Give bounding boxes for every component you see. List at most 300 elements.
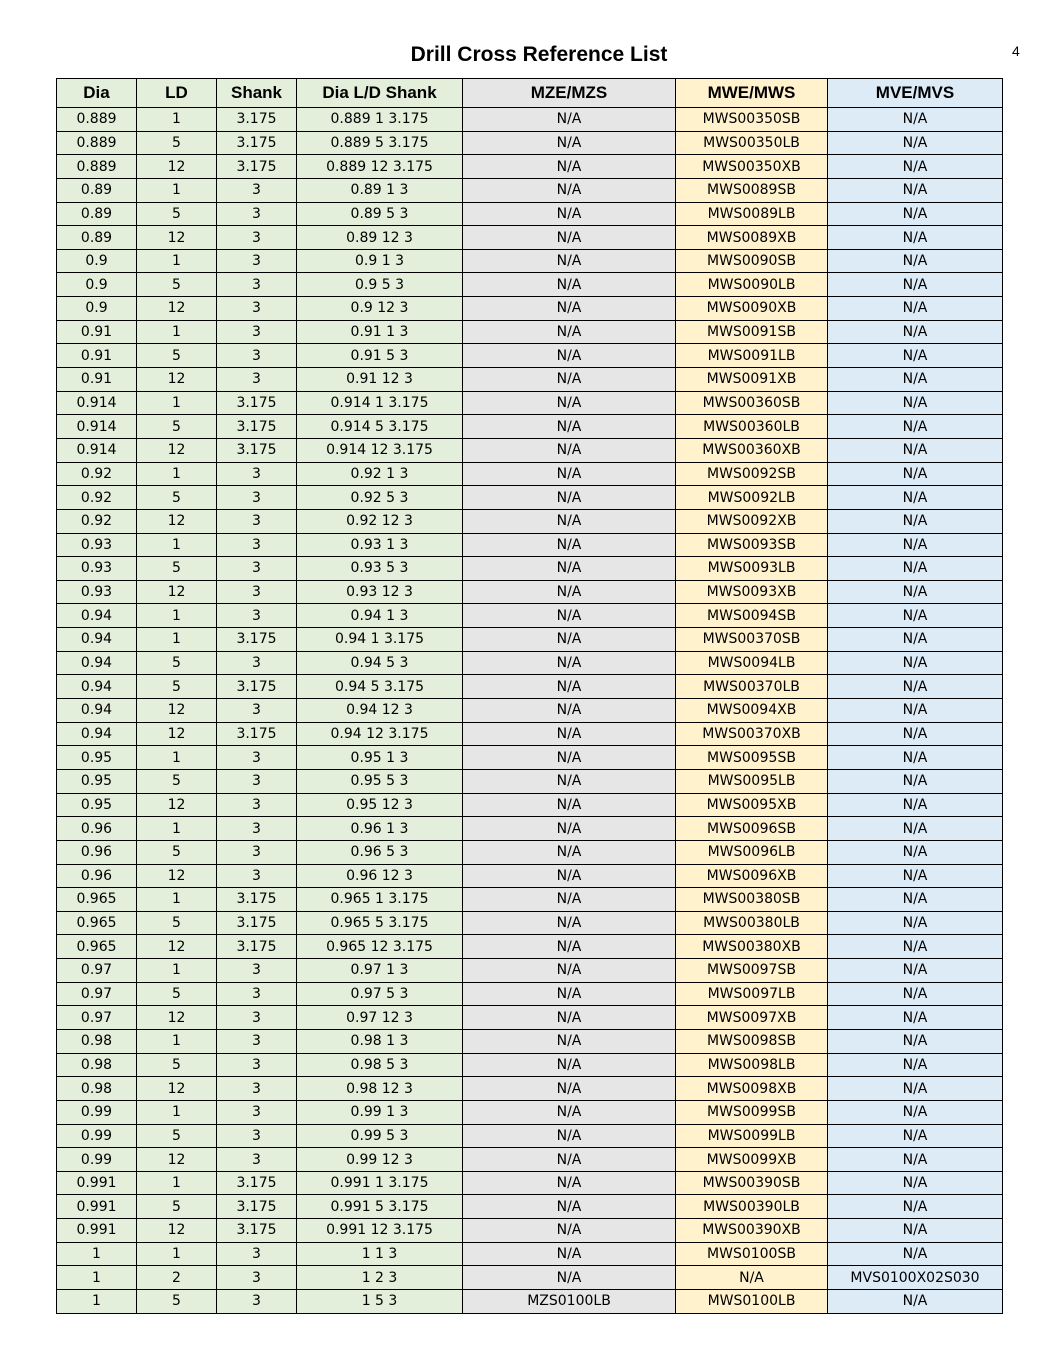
page-number: 4 <box>1012 43 1020 59</box>
cell-shank: 3.175 <box>217 1219 297 1243</box>
cell-shank: 3 <box>217 699 297 723</box>
cell-dia-ld-shank: 0.914 5 3.175 <box>297 415 463 439</box>
cell-mze-mzs: N/A <box>463 840 676 864</box>
cell-mve-mvs: N/A <box>828 1171 1003 1195</box>
cell-mwe-mws: MWS0100SB <box>676 1242 828 1266</box>
cell-mve-mvs: N/A <box>828 1077 1003 1101</box>
cell-shank: 3 <box>217 1148 297 1172</box>
cell-dia-ld-shank: 0.93 12 3 <box>297 580 463 604</box>
table-row <box>57 580 1003 604</box>
cell-mve-mvs: N/A <box>828 368 1003 392</box>
cell-mve-mvs: N/A <box>828 628 1003 652</box>
cell-dia: 0.94 <box>57 651 137 675</box>
cell-shank: 3.175 <box>217 935 297 959</box>
cell-dia-ld-shank: 0.94 1 3.175 <box>297 628 463 652</box>
table-row <box>57 982 1003 1006</box>
cell-mve-mvs: N/A <box>828 297 1003 321</box>
cell-mve-mvs: N/A <box>828 959 1003 983</box>
cell-dia-ld-shank: 0.89 5 3 <box>297 202 463 226</box>
cell-ld: 1 <box>137 746 217 770</box>
cell-dia: 0.93 <box>57 557 137 581</box>
table-row <box>57 888 1003 912</box>
cell-mze-mzs: N/A <box>463 1029 676 1053</box>
cross-reference-table <box>56 78 1003 1314</box>
cell-mwe-mws: MWS00380LB <box>676 911 828 935</box>
cell-dia: 0.97 <box>57 982 137 1006</box>
cell-ld: 12 <box>137 580 217 604</box>
cell-mwe-mws: MWS0093SB <box>676 533 828 557</box>
cell-dia: 0.97 <box>57 959 137 983</box>
cell-ld: 5 <box>137 1195 217 1219</box>
header-ld: LD <box>137 79 217 108</box>
cell-mze-mzs: N/A <box>463 438 676 462</box>
cell-mwe-mws: MWS0093LB <box>676 557 828 581</box>
cell-shank: 3 <box>217 1077 297 1101</box>
cell-dia: 0.89 <box>57 226 137 250</box>
cell-mwe-mws: MWS0091LB <box>676 344 828 368</box>
cell-mze-mzs: N/A <box>463 344 676 368</box>
cell-mze-mzs: N/A <box>463 864 676 888</box>
cell-shank: 3 <box>217 793 297 817</box>
cell-mve-mvs: N/A <box>828 344 1003 368</box>
cell-mwe-mws: MWS0099SB <box>676 1100 828 1124</box>
cell-dia-ld-shank: 0.94 12 3.175 <box>297 722 463 746</box>
cell-mve-mvs: N/A <box>828 438 1003 462</box>
table-row <box>57 131 1003 155</box>
table-row <box>57 911 1003 935</box>
cell-mze-mzs: N/A <box>463 1195 676 1219</box>
cell-mwe-mws: MWS0095SB <box>676 746 828 770</box>
cell-dia: 0.991 <box>57 1219 137 1243</box>
cell-shank: 3.175 <box>217 438 297 462</box>
cell-mwe-mws: MWS0089SB <box>676 178 828 202</box>
cell-dia: 0.99 <box>57 1100 137 1124</box>
cell-dia: 0.98 <box>57 1077 137 1101</box>
table-row <box>57 864 1003 888</box>
cell-mze-mzs: N/A <box>463 888 676 912</box>
cell-dia: 0.965 <box>57 935 137 959</box>
cell-ld: 1 <box>137 817 217 841</box>
table-row <box>57 675 1003 699</box>
cell-mve-mvs: N/A <box>828 793 1003 817</box>
cell-mze-mzs: N/A <box>463 557 676 581</box>
cell-mve-mvs: N/A <box>828 1219 1003 1243</box>
cell-dia: 0.991 <box>57 1195 137 1219</box>
cell-mze-mzs: N/A <box>463 1171 676 1195</box>
cell-mve-mvs: N/A <box>828 911 1003 935</box>
cell-ld: 5 <box>137 557 217 581</box>
cell-shank: 3 <box>217 604 297 628</box>
cell-mze-mzs: N/A <box>463 320 676 344</box>
cell-dia: 1 <box>57 1266 137 1290</box>
cell-ld: 12 <box>137 935 217 959</box>
cell-ld: 1 <box>137 320 217 344</box>
cell-mve-mvs: N/A <box>828 1148 1003 1172</box>
cell-mwe-mws: MWS0090SB <box>676 249 828 273</box>
cell-mze-mzs: N/A <box>463 793 676 817</box>
cell-dia-ld-shank: 0.99 5 3 <box>297 1124 463 1148</box>
cell-ld: 5 <box>137 911 217 935</box>
header-dia: Dia <box>57 79 137 108</box>
cell-shank: 3.175 <box>217 1195 297 1219</box>
cell-mve-mvs: N/A <box>828 604 1003 628</box>
table-row <box>57 226 1003 250</box>
header-row <box>57 79 1003 108</box>
cell-shank: 3 <box>217 202 297 226</box>
cell-mze-mzs: N/A <box>463 1053 676 1077</box>
cell-shank: 3 <box>217 226 297 250</box>
cell-mwe-mws: MWS0089LB <box>676 202 828 226</box>
cell-shank: 3 <box>217 557 297 581</box>
cell-shank: 3.175 <box>217 628 297 652</box>
cell-mve-mvs: N/A <box>828 722 1003 746</box>
cell-mve-mvs: N/A <box>828 1100 1003 1124</box>
table-row <box>57 178 1003 202</box>
table-row <box>57 722 1003 746</box>
cell-shank: 3 <box>217 580 297 604</box>
cell-mze-mzs: N/A <box>463 533 676 557</box>
cell-mze-mzs: N/A <box>463 462 676 486</box>
cell-mwe-mws: MWS0094LB <box>676 651 828 675</box>
cell-shank: 3.175 <box>217 675 297 699</box>
cell-dia-ld-shank: 0.92 12 3 <box>297 509 463 533</box>
cell-ld: 12 <box>137 1006 217 1030</box>
cell-mze-mzs: N/A <box>463 368 676 392</box>
cell-dia-ld-shank: 0.96 1 3 <box>297 817 463 841</box>
cell-dia: 0.91 <box>57 368 137 392</box>
cell-shank: 3 <box>217 320 297 344</box>
cell-mve-mvs: N/A <box>828 557 1003 581</box>
cell-dia: 0.94 <box>57 675 137 699</box>
header-mwe-mws: MWE/MWS <box>676 79 828 108</box>
cell-mve-mvs: N/A <box>828 580 1003 604</box>
cell-mze-mzs: N/A <box>463 131 676 155</box>
cell-ld: 1 <box>137 1029 217 1053</box>
cell-mwe-mws: MWS0094XB <box>676 699 828 723</box>
cell-mze-mzs: N/A <box>463 297 676 321</box>
cell-shank: 3 <box>217 1124 297 1148</box>
cell-dia-ld-shank: 0.94 5 3 <box>297 651 463 675</box>
cell-mze-mzs: N/A <box>463 982 676 1006</box>
cell-dia: 1 <box>57 1290 137 1314</box>
table-row <box>57 1242 1003 1266</box>
cell-mve-mvs: N/A <box>828 155 1003 179</box>
cell-dia: 0.94 <box>57 628 137 652</box>
cell-mve-mvs: N/A <box>828 320 1003 344</box>
cell-dia: 0.95 <box>57 769 137 793</box>
cell-mwe-mws: N/A <box>676 1266 828 1290</box>
cell-dia-ld-shank: 0.95 1 3 <box>297 746 463 770</box>
cell-mze-mzs: N/A <box>463 1006 676 1030</box>
table-row <box>57 817 1003 841</box>
cell-dia: 0.99 <box>57 1124 137 1148</box>
cell-ld: 12 <box>137 793 217 817</box>
cell-shank: 3 <box>217 1006 297 1030</box>
cell-mze-mzs: N/A <box>463 1242 676 1266</box>
cell-ld: 1 <box>137 391 217 415</box>
cell-ld: 1 <box>137 604 217 628</box>
table-row <box>57 1290 1003 1314</box>
table-row <box>57 1077 1003 1101</box>
cell-shank: 3.175 <box>217 108 297 132</box>
cell-dia-ld-shank: 0.93 1 3 <box>297 533 463 557</box>
cell-dia-ld-shank: 0.93 5 3 <box>297 557 463 581</box>
cell-shank: 3.175 <box>217 722 297 746</box>
cell-dia: 0.94 <box>57 604 137 628</box>
cell-mze-mzs: N/A <box>463 108 676 132</box>
table-row <box>57 1171 1003 1195</box>
cell-ld: 5 <box>137 982 217 1006</box>
cell-mve-mvs: N/A <box>828 509 1003 533</box>
table-row <box>57 651 1003 675</box>
cell-mve-mvs: N/A <box>828 486 1003 510</box>
cell-mve-mvs: N/A <box>828 1006 1003 1030</box>
table-row <box>57 1195 1003 1219</box>
cell-mwe-mws: MWS0095LB <box>676 769 828 793</box>
cell-mwe-mws: MWS00360LB <box>676 415 828 439</box>
header-dia-ld-shank: Dia L/D Shank <box>297 79 463 108</box>
cell-mve-mvs: MVS0100X02S030 <box>828 1266 1003 1290</box>
cell-mze-mzs: N/A <box>463 1148 676 1172</box>
cell-mve-mvs: N/A <box>828 1053 1003 1077</box>
table-row <box>57 533 1003 557</box>
cell-ld: 1 <box>137 533 217 557</box>
cell-dia: 0.914 <box>57 438 137 462</box>
cell-dia: 0.98 <box>57 1029 137 1053</box>
cell-ld: 5 <box>137 1053 217 1077</box>
cell-shank: 3 <box>217 533 297 557</box>
cell-mve-mvs: N/A <box>828 651 1003 675</box>
cell-mze-mzs: N/A <box>463 580 676 604</box>
cell-mve-mvs: N/A <box>828 108 1003 132</box>
cell-ld: 12 <box>137 864 217 888</box>
cell-shank: 3 <box>217 651 297 675</box>
cell-mve-mvs: N/A <box>828 982 1003 1006</box>
cell-mwe-mws: MWS0096XB <box>676 864 828 888</box>
cell-dia: 0.92 <box>57 509 137 533</box>
cell-ld: 5 <box>137 1290 217 1314</box>
cell-mve-mvs: N/A <box>828 1290 1003 1314</box>
cell-mwe-mws: MWS00380SB <box>676 888 828 912</box>
table-row <box>57 320 1003 344</box>
cell-dia-ld-shank: 0.965 1 3.175 <box>297 888 463 912</box>
cell-ld: 1 <box>137 462 217 486</box>
cell-mve-mvs: N/A <box>828 415 1003 439</box>
cell-shank: 3 <box>217 178 297 202</box>
cell-dia: 0.9 <box>57 249 137 273</box>
table-row <box>57 391 1003 415</box>
cell-dia: 0.96 <box>57 840 137 864</box>
cell-mze-mzs: N/A <box>463 699 676 723</box>
cell-shank: 3 <box>217 486 297 510</box>
cell-mze-mzs: MZS0100LB <box>463 1290 676 1314</box>
cell-dia-ld-shank: 0.889 1 3.175 <box>297 108 463 132</box>
cell-mve-mvs: N/A <box>828 935 1003 959</box>
cell-mve-mvs: N/A <box>828 888 1003 912</box>
table-row <box>57 1219 1003 1243</box>
cell-shank: 3 <box>217 509 297 533</box>
cell-mwe-mws: MWS0096SB <box>676 817 828 841</box>
cell-mze-mzs: N/A <box>463 178 676 202</box>
cell-dia: 0.89 <box>57 202 137 226</box>
cell-dia-ld-shank: 0.889 12 3.175 <box>297 155 463 179</box>
table-row <box>57 486 1003 510</box>
cell-dia-ld-shank: 0.94 5 3.175 <box>297 675 463 699</box>
cell-mze-mzs: N/A <box>463 604 676 628</box>
cell-ld: 1 <box>137 1242 217 1266</box>
table-row <box>57 1053 1003 1077</box>
cell-mze-mzs: N/A <box>463 415 676 439</box>
table-row <box>57 415 1003 439</box>
cell-shank: 3.175 <box>217 1171 297 1195</box>
cell-dia: 0.96 <box>57 817 137 841</box>
table-row <box>57 1266 1003 1290</box>
cell-dia-ld-shank: 0.96 5 3 <box>297 840 463 864</box>
header-shank: Shank <box>217 79 297 108</box>
cell-dia: 0.889 <box>57 108 137 132</box>
cell-dia-ld-shank: 0.95 5 3 <box>297 769 463 793</box>
cell-mve-mvs: N/A <box>828 533 1003 557</box>
cell-mve-mvs: N/A <box>828 131 1003 155</box>
table-row <box>57 769 1003 793</box>
cell-dia: 0.991 <box>57 1171 137 1195</box>
cell-shank: 3 <box>217 1029 297 1053</box>
cell-ld: 5 <box>137 415 217 439</box>
cell-shank: 3 <box>217 297 297 321</box>
cell-ld: 12 <box>137 722 217 746</box>
cell-ld: 12 <box>137 438 217 462</box>
cell-mwe-mws: MWS0089XB <box>676 226 828 250</box>
cell-mze-mzs: N/A <box>463 675 676 699</box>
cell-dia: 0.91 <box>57 344 137 368</box>
cell-dia: 0.98 <box>57 1053 137 1077</box>
cell-dia-ld-shank: 0.889 5 3.175 <box>297 131 463 155</box>
cell-mwe-mws: MWS00370LB <box>676 675 828 699</box>
cell-mwe-mws: MWS00350XB <box>676 155 828 179</box>
cell-shank: 3 <box>217 462 297 486</box>
cell-ld: 1 <box>137 178 217 202</box>
cell-ld: 5 <box>137 840 217 864</box>
cell-mve-mvs: N/A <box>828 746 1003 770</box>
cell-mve-mvs: N/A <box>828 202 1003 226</box>
cell-dia: 0.9 <box>57 297 137 321</box>
cell-mve-mvs: N/A <box>828 1029 1003 1053</box>
cell-mze-mzs: N/A <box>463 959 676 983</box>
cell-dia: 0.91 <box>57 320 137 344</box>
cell-dia-ld-shank: 0.965 5 3.175 <box>297 911 463 935</box>
cell-mze-mzs: N/A <box>463 722 676 746</box>
cell-mwe-mws: MWS0096LB <box>676 840 828 864</box>
cell-dia-ld-shank: 0.91 12 3 <box>297 368 463 392</box>
cell-shank: 3 <box>217 273 297 297</box>
table-row <box>57 793 1003 817</box>
cell-dia-ld-shank: 0.97 5 3 <box>297 982 463 1006</box>
cell-dia-ld-shank: 0.991 12 3.175 <box>297 1219 463 1243</box>
cell-mwe-mws: MWS0097SB <box>676 959 828 983</box>
header-mve-mvs: MVE/MVS <box>828 79 1003 108</box>
cell-shank: 3 <box>217 959 297 983</box>
cell-dia: 0.96 <box>57 864 137 888</box>
cell-mve-mvs: N/A <box>828 864 1003 888</box>
cell-ld: 5 <box>137 675 217 699</box>
cell-dia-ld-shank: 0.99 1 3 <box>297 1100 463 1124</box>
table-row <box>57 155 1003 179</box>
cell-mve-mvs: N/A <box>828 273 1003 297</box>
table-row <box>57 604 1003 628</box>
table-row <box>57 509 1003 533</box>
cell-dia: 0.99 <box>57 1148 137 1172</box>
cell-ld: 12 <box>137 1219 217 1243</box>
cell-mwe-mws: MWS00370SB <box>676 628 828 652</box>
cell-dia: 0.92 <box>57 462 137 486</box>
cell-mwe-mws: MWS00360XB <box>676 438 828 462</box>
cell-shank: 3 <box>217 1242 297 1266</box>
cell-ld: 1 <box>137 108 217 132</box>
cell-dia-ld-shank: 0.914 1 3.175 <box>297 391 463 415</box>
cell-ld: 1 <box>137 628 217 652</box>
cell-dia-ld-shank: 1 1 3 <box>297 1242 463 1266</box>
cell-dia: 0.965 <box>57 911 137 935</box>
cell-mve-mvs: N/A <box>828 1242 1003 1266</box>
cell-ld: 12 <box>137 699 217 723</box>
cell-mwe-mws: MWS0097XB <box>676 1006 828 1030</box>
cell-mwe-mws: MWS00370XB <box>676 722 828 746</box>
cell-mwe-mws: MWS0100LB <box>676 1290 828 1314</box>
cell-shank: 3 <box>217 368 297 392</box>
cell-dia: 0.9 <box>57 273 137 297</box>
cell-ld: 5 <box>137 202 217 226</box>
cell-dia: 0.93 <box>57 533 137 557</box>
cell-dia: 0.97 <box>57 1006 137 1030</box>
cell-mwe-mws: MWS0092XB <box>676 509 828 533</box>
cell-shank: 3 <box>217 769 297 793</box>
cell-mwe-mws: MWS0098XB <box>676 1077 828 1101</box>
cell-ld: 12 <box>137 368 217 392</box>
table-row <box>57 249 1003 273</box>
cell-ld: 5 <box>137 769 217 793</box>
cell-ld: 1 <box>137 888 217 912</box>
table-row <box>57 746 1003 770</box>
cell-dia: 0.914 <box>57 391 137 415</box>
cell-mwe-mws: MWS0098LB <box>676 1053 828 1077</box>
cell-mwe-mws: MWS0097LB <box>676 982 828 1006</box>
cell-dia: 0.94 <box>57 722 137 746</box>
cell-shank: 3.175 <box>217 888 297 912</box>
cell-dia-ld-shank: 0.99 12 3 <box>297 1148 463 1172</box>
cell-dia-ld-shank: 0.89 1 3 <box>297 178 463 202</box>
cell-mwe-mws: MWS00390XB <box>676 1219 828 1243</box>
cell-mve-mvs: N/A <box>828 249 1003 273</box>
cell-shank: 3 <box>217 840 297 864</box>
table-row <box>57 959 1003 983</box>
cell-mze-mzs: N/A <box>463 249 676 273</box>
table-row <box>57 368 1003 392</box>
cell-dia-ld-shank: 0.991 1 3.175 <box>297 1171 463 1195</box>
cell-mze-mzs: N/A <box>463 628 676 652</box>
cell-ld: 1 <box>137 1171 217 1195</box>
cell-shank: 3 <box>217 1290 297 1314</box>
cell-mze-mzs: N/A <box>463 486 676 510</box>
cell-mwe-mws: MWS0098SB <box>676 1029 828 1053</box>
cell-ld: 5 <box>137 131 217 155</box>
cell-ld: 12 <box>137 1148 217 1172</box>
cell-shank: 3 <box>217 864 297 888</box>
cell-mve-mvs: N/A <box>828 462 1003 486</box>
cell-ld: 2 <box>137 1266 217 1290</box>
cell-mze-mzs: N/A <box>463 746 676 770</box>
cell-dia-ld-shank: 0.9 5 3 <box>297 273 463 297</box>
cell-mve-mvs: N/A <box>828 769 1003 793</box>
